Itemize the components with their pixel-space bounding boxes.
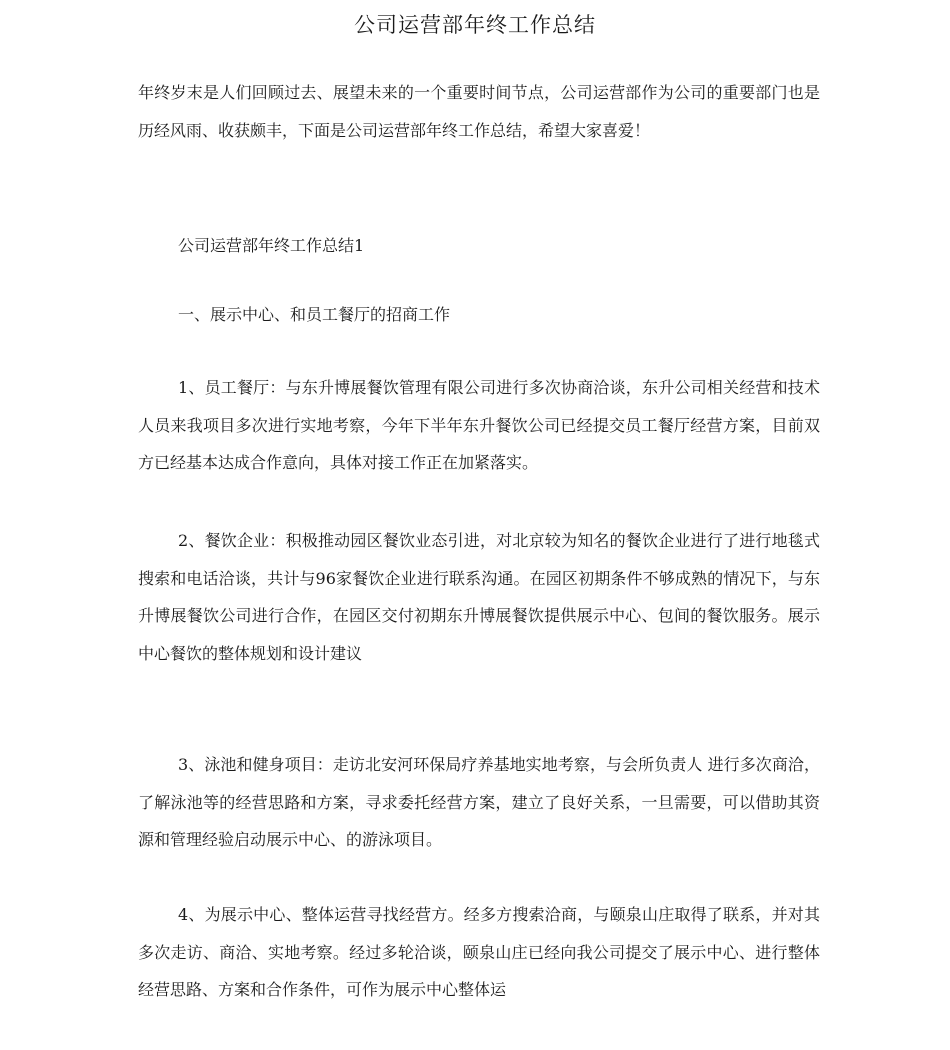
item-2-paragraph: 2、餐饮企业：积极推动园区餐饮业态引进，对北京较为知名的餐饮企业进行了进行地毯式搜索和电话洽谈，共计与96家餐饮企业进行联系沟通。在园区初期条件不够成熟的情况下，与东升博展餐饮公司进行合作，在园区交付初期东升博展餐饮提供展示中心、包间的餐饮服务。展示中心餐饮的整体规划和设计建议 [138,531,820,663]
section-title: 公司运营部年终工作总结1 [178,236,365,255]
document-title: 公司运营部年终工作总结 [354,13,596,37]
item-3-paragraph: 3、泳池和健身项目：走访北安河环保局疗养基地实地考察，与会所负责人 进行多次商洽，了解泳池等的经营思路和方案，寻求委托经营方案，建立了良好关系，一旦需要，可以借助其资源和管理经验启动展示中心、的游泳项目。 [138,755,820,849]
item-1-paragraph: 1、员工餐厅：与东升博展餐饮管理有限公司进行多次协商洽谈，东升公司相关经营和技术人员来我项目多次进行实地考察，今年下半年东升餐饮公司已经提交员工餐厅经营方案，目前双方已经基本达成合作意向，具体对接工作正在加紧落实。 [138,378,820,472]
item-4-paragraph: 4、为展示中心、整体运营寻找经营方。经多方搜索洽商，与颐泉山庄取得了联系，并对其多次走访、商洽、实地考察。经过多轮洽谈，颐泉山庄已经向我公司提交了展示中心、进行整体经营思路、方案和合作条件，可作为展示中心整体运 [138,905,820,999]
heading-1: 一、展示中心、和员工餐厅的招商工作 [178,305,451,324]
intro-paragraph: 年终岁末是人们回顾过去、展望未来的一个重要时间节点，公司运营部作为公司的重要部门也是历经风雨、收获颇丰，下面是公司运营部年终工作总结，希望大家喜爱！ [138,83,820,140]
